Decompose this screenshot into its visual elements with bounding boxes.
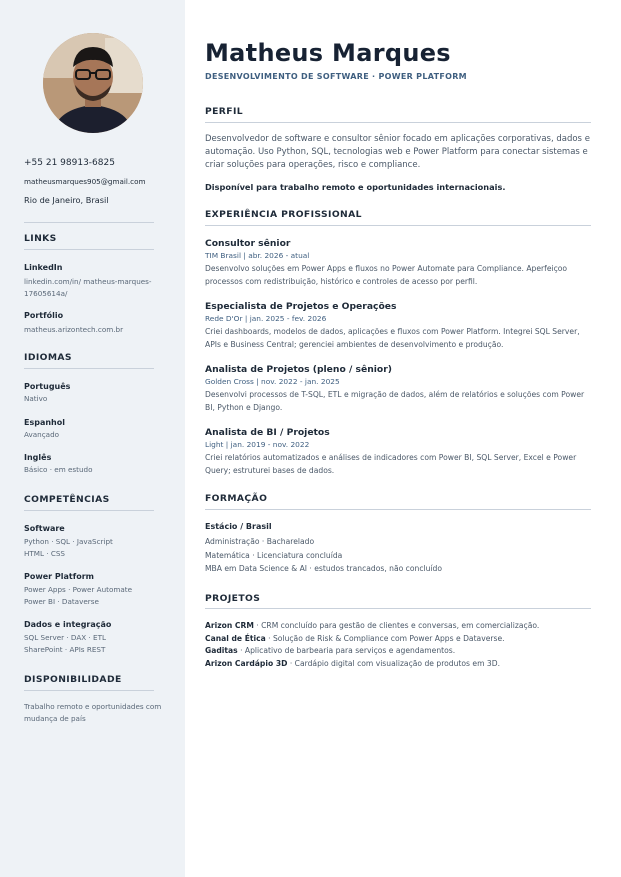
skill-line: Python · SQL · JavaScript [24, 537, 113, 546]
education-entry [205, 521, 591, 576]
skill-line: SQL Server · DAX · ETL [24, 633, 106, 642]
email[interactable]: matheusmarques905@gmail.com [24, 177, 146, 186]
city: Rio de Janeiro, Brasil [24, 195, 109, 205]
projects-list [205, 620, 591, 670]
job-entry [205, 426, 591, 477]
link-label: LinkedIn [24, 263, 63, 272]
job-entry [205, 237, 591, 288]
language-level: Nativo [24, 394, 48, 403]
project-item [205, 620, 591, 633]
project-name: Arizon Cardápio 3D [205, 658, 288, 668]
projetos-title: PROJETOS [205, 593, 261, 604]
language-item [24, 417, 154, 441]
link-value[interactable]: matheus.arizontech.com.br [24, 325, 124, 334]
skill-group [24, 523, 154, 560]
experiencia-title: EXPERIÊNCIA PROFISSIONAL [205, 209, 362, 220]
language-item [24, 381, 154, 405]
project-name: Arizon CRM [205, 621, 254, 630]
link-value[interactable]: linkedin.com/in/ matheus-marques-17605614a/ [24, 277, 152, 298]
project-item [205, 633, 591, 646]
job-meta: Rede D'Or | jan. 2025 - fev. 2026 [205, 314, 327, 323]
job-meta: Golden Cross | nov. 2022 - jan. 2025 [205, 377, 340, 386]
job-title: Consultor sênior [205, 238, 291, 249]
language-level: Avançado [24, 430, 60, 439]
language-label: Espanhol [24, 418, 65, 427]
avatar [43, 33, 143, 133]
language-level: Básico · em estudo [24, 465, 93, 474]
language-item [24, 452, 154, 476]
perfil-text: Desenvolvedor de software e consultor sênior focado em aplicações corporativas, dados e automação. Uso Python, SQL, tecnologias web e Power Platform para conectar sistemas e criar soluções para operações, risco e compliance. [205, 134, 590, 170]
job-description: Desenvolvi processos de T-SQL, ETL e migração de dados, além de relatórios e soluções com Power BI, Python e Django. [205, 390, 585, 412]
link-item-linkedin[interactable] [24, 262, 154, 300]
job-meta: Light | jan. 2019 - nov. 2022 [205, 440, 310, 449]
idiomas-section [24, 352, 154, 476]
disponibilidade-text: Trabalho remoto e oportunidades com mudança de país [24, 702, 162, 723]
education-institution: Estácio / Brasil [205, 522, 272, 531]
job-entry [205, 363, 591, 414]
project-name: Canal de Ética [205, 633, 266, 643]
idiomas-title: IDIOMAS [24, 352, 72, 363]
job-entry [205, 300, 591, 351]
job-title: Especialista de Projetos e Operações [205, 301, 397, 312]
education-line: Matemática · Licenciatura concluída [205, 550, 343, 560]
skill-line: HTML · CSS [24, 549, 65, 558]
skill-line: SharePoint · APIs REST [24, 645, 106, 654]
project-description: · Cardápio digital com visualização de produtos em 3D. [287, 658, 501, 668]
project-description: · CRM concluído para gestão de clientes e conversas, em comercialização. [253, 621, 540, 630]
job-meta: TIM Brasil | abr. 2026 - atual [205, 251, 310, 260]
formacao-title: FORMAÇÃO [205, 493, 268, 504]
avatar-photo [43, 33, 143, 133]
skill-group-label: Software [24, 524, 65, 533]
education-line: MBA em Data Science & AI · estudos trancados, não concluído [205, 564, 442, 573]
skill-line: Power BI · Dataverse [24, 597, 99, 606]
divider [205, 122, 591, 123]
perfil-highlight: Disponível para trabalho remoto e oportunidades internacionais. [205, 182, 506, 192]
perfil-title: PERFIL [205, 106, 244, 117]
project-description: · Solução de Risk & Compliance com Power Apps e Dataverse. [265, 633, 505, 643]
contact-info [24, 157, 164, 206]
disponibilidade-section [24, 674, 162, 725]
divider [24, 510, 154, 511]
language-label: Inglês [24, 453, 52, 462]
job-description: Criei dashboards, modelos de dados, aplicações e fluxos com Power Platform. Integrei SQL Server, APIs e Business Central; gerenciei ambientes de desenvolvimento e produção. [205, 327, 580, 349]
project-name: Gaditas [205, 646, 238, 655]
links-title: LINKS [24, 233, 57, 244]
job-description: Criei relatórios automatizados e análises de indicadores com Power BI, SQL Server, Excel e Power Query; estruturei bases de dados. [205, 453, 577, 475]
page-title: Matheus Marques [205, 39, 451, 67]
education-line: Administração · Bacharelado [205, 537, 315, 546]
divider [24, 368, 154, 369]
divider [205, 608, 591, 609]
job-description: Desenvolvo soluções em Power Apps e fluxos no Power Automate para Compliance. Aperfeiçoo processos com redistribuição, histórico e controles de acesso por perfil. [205, 264, 568, 286]
skill-line: Power Apps · Power Automate [24, 585, 133, 594]
divider [205, 225, 591, 226]
links-section [24, 233, 154, 336]
language-label: Português [24, 382, 71, 391]
divider [24, 222, 154, 223]
link-item-portfolio[interactable] [24, 310, 154, 336]
competencias-section [24, 494, 154, 656]
divider [24, 249, 154, 250]
divider [205, 509, 591, 510]
project-item [205, 645, 591, 658]
subtitle: DESENVOLVIMENTO DE SOFTWARE · POWER PLATFORM [205, 72, 467, 81]
skill-group [24, 571, 154, 608]
disponibilidade-title: DISPONIBILIDADE [24, 674, 122, 685]
divider [24, 690, 154, 691]
job-title: Analista de Projetos (pleno / sênior) [205, 364, 392, 375]
project-item [205, 658, 591, 671]
competencias-title: COMPETÊNCIAS [24, 494, 110, 505]
project-description: · Aplicativo de barbearia para serviços e agendamentos. [237, 646, 456, 655]
skill-group-label: Dados e integração [24, 620, 112, 629]
phone: +55 21 98913-6825 [24, 158, 115, 168]
link-label: Portfólio [24, 311, 64, 320]
skill-group-label: Power Platform [24, 572, 94, 581]
job-title: Analista de BI / Projetos [205, 427, 330, 438]
skill-group [24, 619, 154, 656]
